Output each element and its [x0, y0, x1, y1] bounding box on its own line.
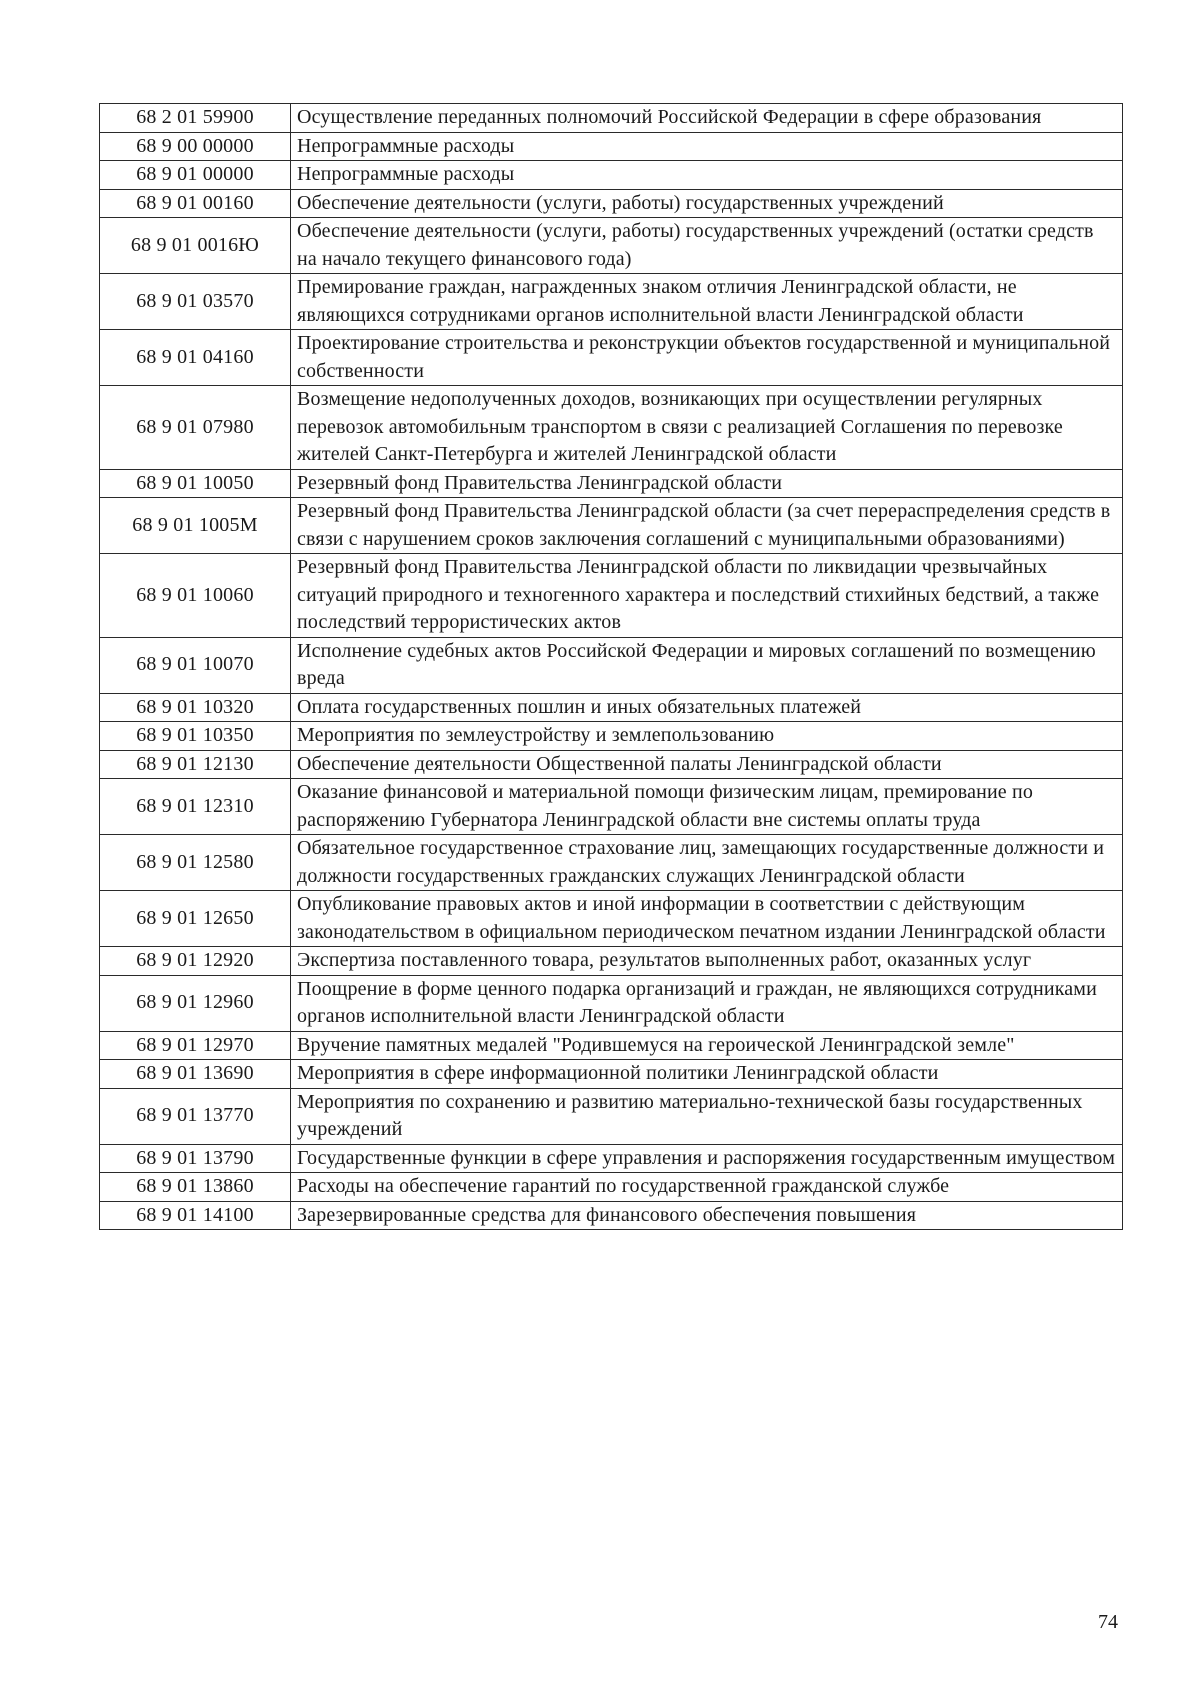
table-row: [100, 891, 1123, 947]
row-description: Обеспечение деятельности (услуги, работы) государственных учреждений: [291, 189, 1123, 218]
row-description: Зарезервированные средства для финансового обеспечения повышения: [291, 1201, 1123, 1230]
row-code: 68 2 01 59900: [100, 104, 291, 133]
table-row: [100, 637, 1123, 693]
row-description: Оплата государственных пошлин и иных обязательных платежей: [291, 693, 1123, 722]
table-row: [100, 554, 1123, 638]
table-row: [100, 189, 1123, 218]
row-description: Непрограммные расходы: [291, 132, 1123, 161]
row-code: 68 9 01 13690: [100, 1060, 291, 1089]
row-code: 68 9 01 12960: [100, 975, 291, 1031]
table-row: [100, 835, 1123, 891]
row-description: Опубликование правовых актов и иной информации в соответствии с действующим законодательством в официальном периодическом печатном издании Ленинградской области: [291, 891, 1123, 947]
table-body: [100, 104, 1123, 1230]
row-description: Возмещение недополученных доходов, возникающих при осуществлении регулярных перевозок автомобильным транспортом в связи с реализацией Соглашения по перевозке жителей Санкт-Петербурга и жителей Ленинградской области: [291, 386, 1123, 470]
row-code: 68 9 01 12580: [100, 835, 291, 891]
row-code: 68 9 01 12920: [100, 947, 291, 976]
table-row: [100, 330, 1123, 386]
row-description: Непрограммные расходы: [291, 161, 1123, 190]
row-description: Оказание финансовой и материальной помощи физическим лицам, премирование по распоряжению Губернатора Ленинградской области вне системы оплаты труда: [291, 779, 1123, 835]
row-description: Резервный фонд Правительства Ленинградской области: [291, 469, 1123, 498]
table-row: [100, 1031, 1123, 1060]
row-description: Мероприятия по землеустройству и землепользованию: [291, 722, 1123, 751]
row-code: 68 9 01 03570: [100, 274, 291, 330]
row-code: 68 9 01 12130: [100, 750, 291, 779]
row-code: 68 9 01 07980: [100, 386, 291, 470]
table-row: [100, 386, 1123, 470]
row-description: Исполнение судебных актов Российской Федерации и мировых соглашений по возмещению вреда: [291, 637, 1123, 693]
row-code: 68 9 01 12970: [100, 1031, 291, 1060]
row-description: Мероприятия в сфере информационной политики Ленинградской области: [291, 1060, 1123, 1089]
table-row: [100, 469, 1123, 498]
table-row: [100, 1201, 1123, 1230]
row-description: Резервный фонд Правительства Ленинградской области (за счет перераспределения средств в связи с нарушением сроков заключения соглашений с муниципальными образованиями): [291, 498, 1123, 554]
row-description: Премирование граждан, награжденных знаком отличия Ленинградской области, не являющихся сотрудниками органов исполнительной власти Ленинградской области: [291, 274, 1123, 330]
table-row: [100, 498, 1123, 554]
table-row: [100, 218, 1123, 274]
row-code: 68 9 01 10070: [100, 637, 291, 693]
row-code: 68 9 01 10060: [100, 554, 291, 638]
row-description: Поощрение в форме ценного подарка организаций и граждан, не являющихся сотрудниками органов исполнительной власти Ленинградской области: [291, 975, 1123, 1031]
row-code: 68 9 01 00000: [100, 161, 291, 190]
row-description: Обеспечение деятельности (услуги, работы) государственных учреждений (остатки средств на начало текущего финансового года): [291, 218, 1123, 274]
row-description: Расходы на обеспечение гарантий по государственной гражданской службе: [291, 1173, 1123, 1202]
table-row: [100, 722, 1123, 751]
row-code: 68 9 01 10320: [100, 693, 291, 722]
table-row: [100, 693, 1123, 722]
row-description: Мероприятия по сохранению и развитию материально-технической базы государственных учреждений: [291, 1088, 1123, 1144]
table-row: [100, 1173, 1123, 1202]
row-code: 68 9 01 12650: [100, 891, 291, 947]
table-row: [100, 779, 1123, 835]
row-code: 68 9 01 1005М: [100, 498, 291, 554]
table-row: [100, 750, 1123, 779]
row-code: 68 9 01 12310: [100, 779, 291, 835]
table-row: [100, 947, 1123, 976]
row-code: 68 9 00 00000: [100, 132, 291, 161]
row-code: 68 9 01 13790: [100, 1144, 291, 1173]
budget-classification-table: [99, 103, 1123, 1230]
row-description: Государственные функции в сфере управления и распоряжения государственным имуществом: [291, 1144, 1123, 1173]
row-code: 68 9 01 10050: [100, 469, 291, 498]
page-number: 74: [1098, 1611, 1118, 1633]
table-row: [100, 1144, 1123, 1173]
row-code: 68 9 01 10350: [100, 722, 291, 751]
row-description: Обязательное государственное страхование лиц, замещающих государственные должности и должности государственных гражданских служащих Ленинградской области: [291, 835, 1123, 891]
table-row: [100, 161, 1123, 190]
row-code: 68 9 01 13770: [100, 1088, 291, 1144]
table-row: [100, 132, 1123, 161]
row-code: 68 9 01 13860: [100, 1173, 291, 1202]
table-row: [100, 1088, 1123, 1144]
row-code: 68 9 01 14100: [100, 1201, 291, 1230]
row-description: Вручение памятных медалей "Родившемуся на героической Ленинградской земле": [291, 1031, 1123, 1060]
table-row: [100, 975, 1123, 1031]
table-row: [100, 1060, 1123, 1089]
row-code: 68 9 01 00160: [100, 189, 291, 218]
row-description: Обеспечение деятельности Общественной палаты Ленинградской области: [291, 750, 1123, 779]
table-row: [100, 274, 1123, 330]
row-description: Экспертиза поставленного товара, результатов выполненных работ, оказанных услуг: [291, 947, 1123, 976]
row-code: 68 9 01 04160: [100, 330, 291, 386]
row-description: Проектирование строительства и реконструкции объектов государственной и муниципальной собственности: [291, 330, 1123, 386]
row-description: Осуществление переданных полномочий Российской Федерации в сфере образования: [291, 104, 1123, 133]
table-row: [100, 104, 1123, 133]
row-description: Резервный фонд Правительства Ленинградской области по ликвидации чрезвычайных ситуаций природного и техногенного характера и последствий стихийных бедствий, а также последствий террористических актов: [291, 554, 1123, 638]
row-code: 68 9 01 0016Ю: [100, 218, 291, 274]
